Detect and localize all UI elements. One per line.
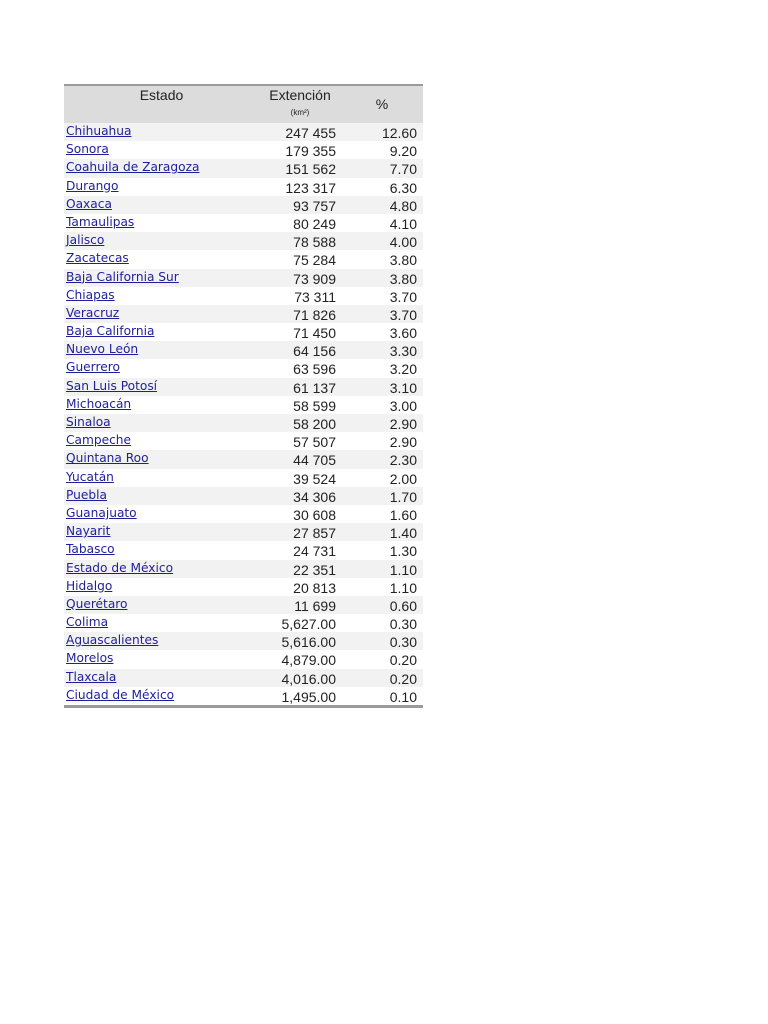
percent-value: 1.70: [389, 488, 417, 505]
state-link[interactable]: Hidalgo: [66, 578, 113, 593]
state-link[interactable]: Coahuila de Zaragoza: [66, 160, 200, 175]
extension-value: 123 317: [285, 179, 336, 196]
state-link[interactable]: Tlaxcala: [66, 669, 117, 684]
extension-value: 58 599: [293, 397, 336, 414]
state-link[interactable]: Tabasco: [66, 542, 115, 557]
states-table: [64, 84, 423, 708]
extension-value: 179 355: [285, 143, 336, 160]
percent-value: 4.80: [389, 197, 417, 214]
extension-value: 93 757: [293, 197, 336, 214]
extension-value: 64 156: [293, 343, 336, 360]
state-link[interactable]: Estado de México: [66, 560, 174, 575]
bottom-rule: [64, 705, 423, 708]
extension-value: 11 699: [294, 597, 336, 614]
extension-value: 1,495.00: [281, 688, 336, 705]
table-row: [64, 560, 423, 578]
percent-value: 0.60: [389, 597, 417, 614]
percent-value: 0.20: [389, 670, 417, 687]
percent-value: 3.80: [389, 270, 417, 287]
state-link[interactable]: Yucatán: [66, 469, 114, 484]
extension-value: 30 608: [293, 506, 336, 523]
state-link[interactable]: Michoacán: [66, 396, 132, 411]
extension-value: 78 588: [293, 234, 336, 251]
table-row: [64, 396, 423, 414]
percent-value: 1.30: [389, 543, 417, 560]
percent-value: 2.90: [389, 416, 417, 432]
percent-value: 1.40: [389, 525, 417, 542]
table-row: [64, 287, 423, 305]
table-row: [64, 414, 423, 432]
percent-value: 4.10: [389, 215, 417, 232]
table-row: [64, 578, 423, 596]
percent-value: 3.20: [389, 361, 417, 378]
header-estado: Estado: [139, 87, 184, 103]
percent-value: 3.70: [389, 306, 417, 323]
percent-value: 4.00: [389, 234, 417, 251]
extension-value: 5,627.00: [281, 616, 336, 633]
table-row: [64, 632, 423, 650]
percent-value: 1.10: [389, 561, 417, 578]
percent-value: 2.30: [389, 452, 417, 469]
extension-value: 75 284: [293, 252, 336, 269]
table-row: [64, 378, 423, 396]
extension-value: 61 137: [293, 379, 336, 396]
table-row: [64, 669, 423, 687]
state-link[interactable]: Guerrero: [66, 360, 120, 375]
percent-value: 3.60: [389, 325, 417, 342]
extension-value: 58 200: [293, 416, 336, 432]
table-row: [64, 541, 423, 559]
percent-value: 6.30: [389, 179, 417, 196]
extension-value: 63 596: [293, 361, 336, 378]
state-link[interactable]: Chiapas: [66, 287, 115, 302]
percent-value: 0.30: [389, 634, 417, 651]
state-link[interactable]: San Luis Potosí: [66, 378, 158, 393]
state-link[interactable]: Nayarit: [66, 524, 111, 539]
state-link[interactable]: Tamaulipas: [66, 214, 135, 229]
percent-value: 12.60: [381, 125, 417, 141]
extension-value: 4,879.00: [281, 652, 336, 669]
extension-value: 71 450: [293, 325, 336, 342]
extension-value: 80 249: [293, 215, 336, 232]
extension-value: 247 455: [285, 125, 336, 141]
table-row: [64, 469, 423, 487]
percent-value: 3.30: [389, 343, 417, 360]
table-row: [64, 523, 423, 541]
percent-value: 3.10: [389, 379, 417, 396]
table-row: [64, 614, 423, 632]
table-header: [64, 84, 423, 123]
state-link[interactable]: Campeche: [66, 433, 132, 448]
extension-value: 22 351: [293, 561, 336, 578]
state-link[interactable]: Sinaloa: [66, 415, 111, 429]
extension-value: 71 826: [293, 306, 336, 323]
table-row: [64, 269, 423, 287]
state-link[interactable]: Jalisco: [66, 233, 105, 248]
percent-value: 1.60: [389, 506, 417, 523]
state-link[interactable]: Veracruz: [66, 305, 120, 320]
table-row: [64, 650, 423, 668]
state-link[interactable]: Querétaro: [66, 596, 128, 611]
percent-value: 3.80: [389, 252, 417, 269]
extension-value: 151 562: [285, 161, 336, 178]
percent-value: 0.20: [389, 652, 417, 669]
extension-value: 34 306: [293, 488, 336, 505]
extension-value: 4,016.00: [281, 670, 336, 687]
table-row: [64, 505, 423, 523]
percent-value: 2.90: [389, 434, 417, 451]
extension-value: 39 524: [293, 470, 336, 487]
percent-value: 1.10: [389, 579, 417, 596]
table-body: [64, 123, 423, 705]
state-link[interactable]: Durango: [66, 178, 119, 193]
table-row: [64, 341, 423, 359]
table-row: [64, 450, 423, 468]
extension-value: 5,616.00: [281, 634, 336, 651]
table-row: [64, 432, 423, 450]
table-row: [64, 196, 423, 214]
extension-value: 44 705: [293, 452, 336, 469]
extension-value: 24 731: [293, 543, 336, 560]
state-link[interactable]: Colima: [66, 615, 109, 630]
state-link[interactable]: Zacatecas: [66, 251, 129, 266]
state-link[interactable]: Ciudad de México: [66, 687, 175, 702]
extension-value: 20 813: [293, 579, 336, 596]
extension-value: 27 857: [293, 525, 336, 542]
table-row: [64, 250, 423, 268]
table-row: [64, 487, 423, 505]
percent-value: 0.10: [389, 688, 417, 705]
header-percent: %: [375, 96, 389, 112]
percent-value: 0.30: [389, 616, 417, 633]
table-row: [64, 141, 423, 159]
state-link[interactable]: Baja California: [66, 324, 155, 339]
percent-value: 3.00: [389, 397, 417, 414]
state-link[interactable]: Baja California Sur: [66, 269, 179, 284]
percent-value: 3.70: [389, 288, 417, 305]
table-row: [64, 123, 423, 141]
state-link[interactable]: Quintana Roo: [66, 451, 149, 466]
table-row: [64, 232, 423, 250]
state-link[interactable]: Guanajuato: [66, 505, 137, 520]
state-link[interactable]: Puebla: [66, 487, 107, 502]
extension-value: 57 507: [293, 434, 336, 451]
table-row: [64, 687, 423, 705]
table-row: [64, 159, 423, 177]
extension-value: 73 311: [294, 288, 336, 305]
percent-value: 2.00: [389, 470, 417, 487]
header-extension-unit: (km²): [290, 108, 310, 117]
state-link[interactable]: Morelos: [66, 651, 114, 666]
table-row: [64, 359, 423, 377]
table-row: [64, 214, 423, 232]
header-extension: Extención: [269, 87, 331, 103]
table-row: [64, 305, 423, 323]
table-row: [64, 596, 423, 614]
state-link[interactable]: Aguascalientes: [66, 633, 159, 648]
state-link[interactable]: Sonora: [66, 142, 109, 157]
state-link[interactable]: Chihuahua: [66, 124, 132, 138]
percent-value: 7.70: [389, 161, 417, 178]
state-link[interactable]: Oaxaca: [66, 196, 112, 211]
table-row: [64, 178, 423, 196]
state-link[interactable]: Nuevo León: [66, 342, 139, 357]
percent-value: 9.20: [389, 143, 417, 160]
table-row: [64, 323, 423, 341]
extension-value: 73 909: [293, 270, 336, 287]
